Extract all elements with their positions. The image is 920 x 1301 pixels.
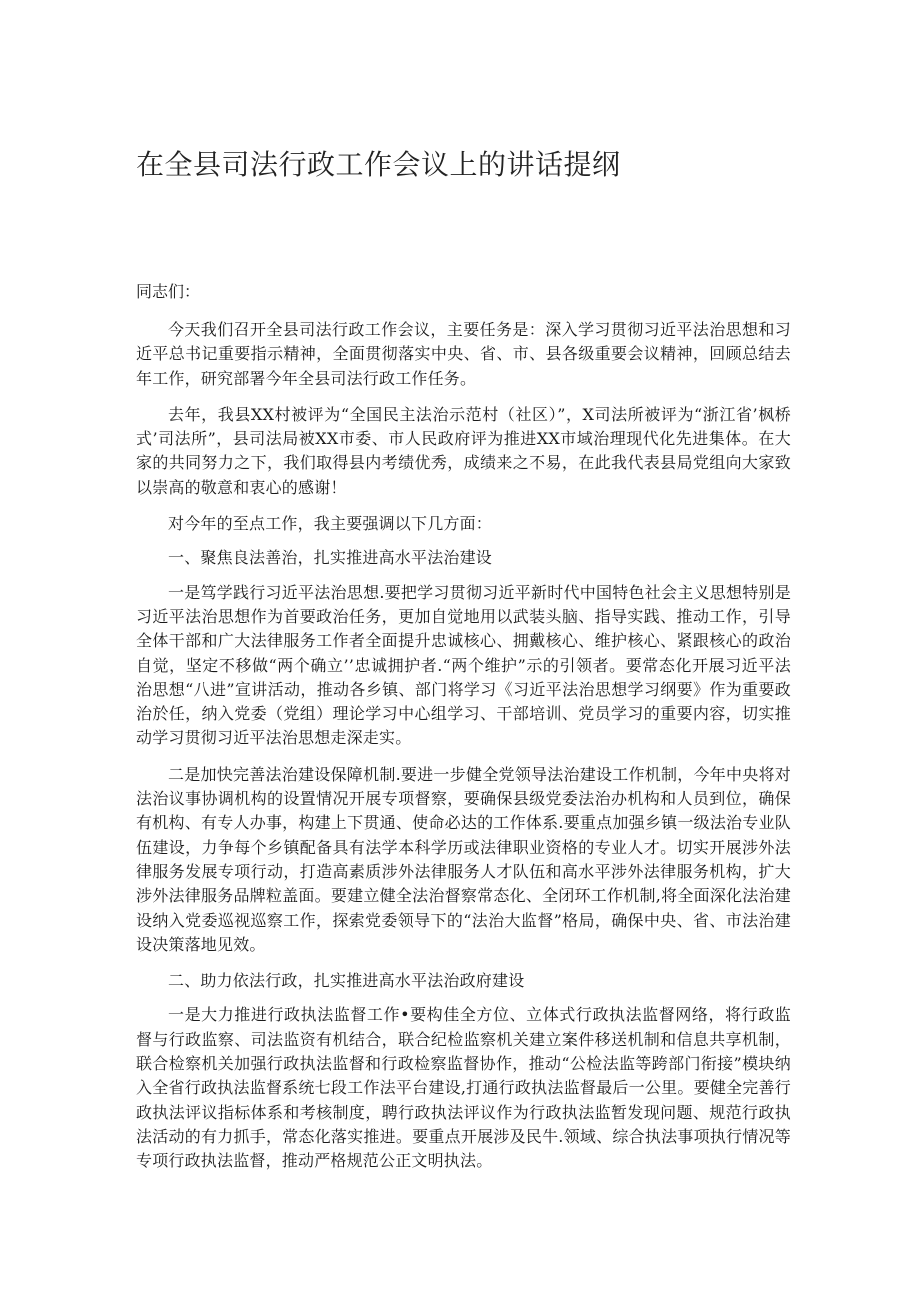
paragraph-achievements: 去年，我县XX村被评为“全国民主法治示范村（社区）”，X司法所被评为“浙江省’枫桥式’司法所”，县司法局被XX市委、市人民政府评为推进XX市域治理现代化先进集体。在大家的共同努力之下，我们取得县内考绩优秀，成绩来之不易，在此我代表县局党组向大家致以崇高的敬意和衷心的感谢！ <box>136 404 791 497</box>
section-heading-1: 一、聚焦良法善治，扎实推进高水平法治建设 <box>168 548 493 568</box>
paragraph-2-1: 一是大力推进行政执法监督工作•要构佳全方位、立体式行政执法监督网络，将行政监督与行政监察、司法监资有机结合，联合纪检监察机关建立案件移送机制和信息共享机制，联合检察机关加强行政执法监督和行政检察监督协作，推动“公检法监等跨部门衔接”模块纳入全省行政执法监督系统七段工作法平台建设,打通行政执法监督最后一公里。要健全完善行政执法评议指标体系和考核制度，聘行政执法评议作为行政执法监暂发现问题、规范行政执法活动的有力抓手，常态化落实推进。要重点开展涉及民牛.领域、综合执法事项执行情况等专项行政执法监督，推动严格规范公正文明执法。 <box>136 1005 791 1171</box>
document-title: 在全县司法行政工作会议上的讲话提纲 <box>136 148 621 181</box>
paragraph-focus-intro: 对今年的至点工作，我主要强调以下几方面： <box>168 514 493 534</box>
document-body <box>136 280 791 1186</box>
paragraph-intro: 今天我们召开全县司法行政工作会议，主要任务是：深入学习贯彻习近平法治思想和习近平总书记重要指示精神，全面贯彻落实中央、省、市、县各级重要会议精神，回顾总结去年工作，研究部署今年全县司法行政工作任务。 <box>136 320 791 388</box>
paragraph-1-1: 一是笃学践行习近平法治思想.要把学习贯彻习近平新时代中国特色社会主义思想特别是习近平法治思想作为首要政治任务，更加自觉地用以武装头脑、指导实践、推动工作，引导全体干部和广大法律服务工作者全面提升忠诚核心、拥戴核心、维护核心、紧跟核心的政治自觉，坚定不移做“两个确立’’忠诚拥护者.“两个维护”示的引领者。要常态化开展习近平法治思想“八进”宣讲活动，推动各乡镇、部门将学习《习近平法治思想学习纲要》作为重要政治於任，纳入党委（党组）理论学习中心组学习、干部培训、党员学习的重要内容，切实推动学习贯彻习近平法治思想走深走实。 <box>136 582 791 748</box>
paragraph-1-2: 二是加快完善法治建设保障机制.要进一步健全党领导法治建设工作机制，今年中央将对法治议事协调机构的设置情况开展专项督察，要确保县级党委法治办机构和人员到位，确保有机构、有专人办事，构建上下贯通、使命必达的工作体系.要重点加强乡镇一级法治专业队伍建设，力争每个乡镇配备具有法学本科学历或法律职业资格的专业人才。切实开展涉外法律服务发展专项行动，打造高素质涉外法律服务人才队伍和高水平涉外法律服务机构，扩大涉外法律服务品牌粒盖面。要建立健全法治督察常态化、全闭环工作机制,将全面深化法治建设纳入党委巡视巡察工作，探索党委领导下的“法治大监督”格局，确保中央、省、市法治建设决策落地见效。 <box>136 764 791 954</box>
salutation: 同志们： <box>136 282 201 301</box>
section-heading-2: 二、助力依法行政，扎实推进高水平法治政府建设 <box>168 971 525 991</box>
